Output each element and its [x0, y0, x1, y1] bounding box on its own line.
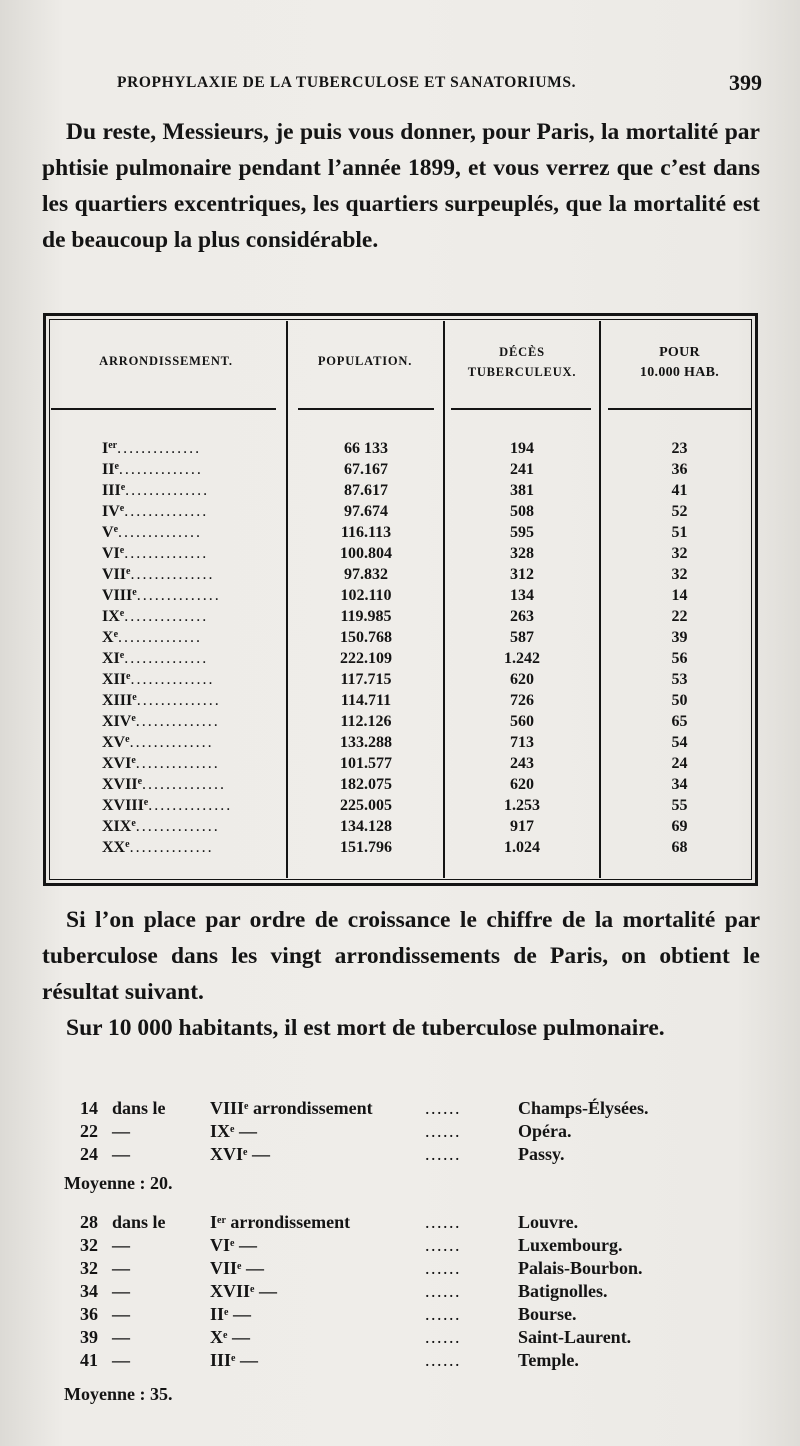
dans-label: — [112, 1121, 130, 1141]
rate-value: 36 [80, 1304, 98, 1324]
arrondissement-number: II [210, 1304, 225, 1324]
arrondissement-cell [102, 608, 277, 625]
page-number: 399 [729, 70, 762, 95]
ordinal-suffix: e [131, 818, 136, 829]
moyenne-low: Moyenne : 20. [64, 1173, 173, 1193]
deces-cell: 241 [510, 461, 534, 478]
quarter-name: Saint-Laurent. [518, 1327, 632, 1347]
rate-value: 32 [80, 1235, 98, 1255]
ordinal-suffix: e [132, 587, 137, 598]
arrondissement-cell [102, 692, 277, 709]
arrondissement-number: II [102, 461, 115, 478]
deces-cell: 1.024 [504, 839, 540, 856]
quarter-name: Batignolles. [518, 1281, 608, 1301]
leader-dots: .............. [124, 608, 209, 625]
running-title: PROPHYLAXIE DE LA TUBERCULOSE ET SANATORIUMS. [117, 74, 577, 91]
ordinal-suffix: e [126, 566, 131, 577]
header-rule [451, 408, 591, 410]
arrondissement-label [210, 1258, 264, 1279]
dans-label: — [112, 1304, 130, 1324]
ordinal-suffix: e [230, 1238, 235, 1249]
leader-dots: .............. [118, 461, 203, 478]
dans-label: — [112, 1258, 130, 1278]
rate-value: 22 [80, 1121, 98, 1141]
leader-dots: .............. [130, 671, 215, 688]
header-rule [608, 408, 751, 410]
rate-cell: 14 [671, 587, 688, 604]
rate-value: 41 [80, 1350, 98, 1370]
arrondissement-word: — [254, 1281, 277, 1301]
arrondissement-cell [102, 839, 277, 856]
arrondissement-number: VII [210, 1258, 238, 1278]
rate-cell: 24 [671, 755, 688, 772]
ordinal-suffix: e [113, 524, 119, 535]
quarter-name: Louvre. [518, 1212, 579, 1232]
arrondissement-label [210, 1304, 251, 1325]
leader-dots: ...... [425, 1212, 461, 1232]
arrondissement-label [210, 1121, 257, 1142]
arrondissement-cell [102, 461, 277, 478]
population-cell: 182.075 [340, 776, 392, 793]
leader-dots: ...... [425, 1258, 461, 1278]
rate-value: 34 [80, 1281, 98, 1301]
population-cell: 100.804 [340, 545, 392, 562]
arrondissement-cell [102, 440, 277, 457]
arrondissement-label [210, 1350, 258, 1371]
rate-cell: 23 [671, 440, 688, 457]
leader-dots: .............. [118, 629, 203, 646]
rate-cell: 41 [671, 482, 688, 499]
rate-cell: 54 [671, 734, 688, 751]
deces-cell: 620 [510, 671, 534, 688]
rate-value: 39 [80, 1327, 98, 1347]
ordinal-suffix: e [119, 545, 125, 556]
leader-dots: .............. [142, 776, 227, 793]
rate-value: 24 [80, 1144, 98, 1164]
leader-dots: .............. [117, 440, 202, 457]
header-arrondissement: ARRONDISSEMENT. [99, 354, 233, 368]
ordinal-suffix: e [237, 1261, 242, 1272]
ordinal-suffix: e [120, 482, 126, 493]
population-cell: 151.796 [340, 839, 392, 856]
header-deces-2: TUBERCULEUX. [467, 365, 577, 379]
arrondissement-number: III [210, 1350, 232, 1370]
ordinal-suffix: e [244, 1101, 249, 1112]
arrondissement-number: V [102, 524, 114, 541]
leader-dots: .............. [129, 839, 214, 856]
arrondissement-word: — [247, 1144, 270, 1164]
arrondissement-number: VII [102, 566, 127, 583]
leader-dots: .............. [148, 797, 233, 814]
ordinal-suffix: e [119, 608, 125, 619]
leader-dots: ...... [425, 1235, 461, 1255]
rate-cell: 32 [671, 566, 688, 583]
table-divider [443, 321, 445, 878]
quarter-name: Passy. [518, 1144, 565, 1164]
arrondissement-label [210, 1144, 270, 1165]
arrondissement-cell [102, 587, 277, 604]
population-cell: 117.715 [340, 671, 392, 688]
arrondissement-number: XV [102, 734, 126, 751]
ordinal-suffix: er [217, 1215, 226, 1226]
ordinal-suffix: e [119, 503, 125, 514]
rate-cell: 22 [671, 608, 688, 625]
rate-cell: 65 [671, 713, 688, 730]
leader-dots: .............. [125, 482, 210, 499]
leader-dots: .............. [124, 650, 209, 667]
arrondissement-label [210, 1281, 277, 1302]
arrondissement-word: — [234, 1235, 257, 1255]
deces-cell: 328 [510, 545, 534, 562]
population-cell: 133.288 [340, 734, 392, 751]
leader-dots: .............. [124, 545, 209, 562]
header-pour-2: 10.000 HAB. [639, 365, 720, 380]
arrondissement-cell [102, 482, 277, 499]
rate-cell: 32 [671, 545, 688, 562]
arrondissement-word: — [234, 1121, 257, 1141]
ordinal-suffix: e [250, 1284, 255, 1295]
header-deces-1: DÉCÈS [499, 345, 545, 359]
header-rule [298, 408, 434, 410]
arrondissement-cell [102, 755, 277, 772]
dans-label: dans le [112, 1098, 166, 1118]
table-divider [286, 321, 288, 878]
dans-label: — [112, 1327, 130, 1347]
arrondissement-word: — [228, 1304, 251, 1324]
arrondissement-number: IX [210, 1121, 231, 1141]
running-head [117, 70, 762, 95]
deces-cell: 134 [510, 587, 534, 604]
arrondissement-label [210, 1212, 350, 1233]
population-cell: 112.126 [340, 713, 392, 730]
population-cell: 114.711 [340, 692, 392, 709]
ordinal-suffix: e [114, 461, 119, 472]
paragraph-rate: Sur 10 000 habitants, il est mort de tuberculose pulmonaire. [66, 1015, 665, 1041]
rate-cell: 68 [671, 839, 688, 856]
leader-dots: .............. [135, 713, 220, 730]
arrondissement-number: XVI [210, 1144, 244, 1164]
population-cell: 225.005 [340, 797, 392, 814]
ordinal-suffix: e [231, 1353, 236, 1364]
arrondissement-word: — [227, 1327, 250, 1347]
arrondissement-number: I [102, 440, 109, 457]
deces-cell: 917 [510, 818, 534, 835]
ordinal-suffix: e [119, 650, 125, 661]
rate-value: 14 [80, 1098, 98, 1118]
leader-dots: .............. [130, 566, 215, 583]
arrondissement-number: XX [102, 839, 126, 856]
dans-label: — [112, 1281, 130, 1301]
arrondissement-label [210, 1235, 257, 1256]
population-cell: 66 133 [344, 440, 388, 457]
arrondissement-number: VI [210, 1235, 231, 1255]
leader-dots: ...... [425, 1144, 461, 1164]
arrondissement-cell [102, 671, 277, 688]
leader-dots: .............. [136, 692, 221, 709]
rate-cell: 52 [671, 503, 688, 520]
deces-cell: 560 [510, 713, 534, 730]
dans-label: — [112, 1144, 130, 1164]
deces-cell: 508 [510, 503, 534, 520]
deces-cell: 1.253 [504, 797, 540, 814]
paragraph-ordering: Si l’on place par ordre de croissance le chiffre de la mortalité par tuberculose dans les vingt arrondissements de Paris, on obtient le résultat suivant. [42, 907, 760, 1005]
arrondissement-number: VI [102, 545, 120, 562]
ordinal-suffix: e [223, 1330, 228, 1341]
arrondissement-cell [102, 734, 277, 751]
leader-dots: .............. [118, 524, 203, 541]
arrondissement-cell [102, 629, 277, 646]
arrondissement-cell [102, 566, 277, 583]
dans-label: — [112, 1350, 130, 1370]
arrondissement-label [210, 1327, 250, 1348]
ordinal-suffix: e [230, 1124, 235, 1135]
arrondissement-number: I [210, 1212, 218, 1232]
arrondissement-cell [102, 797, 277, 814]
population-cell: 67.167 [344, 461, 388, 478]
rate-cell: 53 [671, 671, 688, 688]
leader-dots: .............. [136, 587, 221, 604]
leader-dots: ...... [425, 1304, 461, 1324]
population-cell: 101.577 [340, 755, 392, 772]
arrondissement-number: VIII [210, 1098, 245, 1118]
leader-dots: ...... [425, 1121, 461, 1141]
leader-dots: ...... [425, 1350, 461, 1370]
ordinal-suffix: e [131, 713, 136, 724]
quarter-name: Opéra. [518, 1121, 572, 1141]
population-cell: 102.110 [340, 587, 392, 604]
arrondissement-number: XIX [102, 818, 132, 835]
dans-label: — [112, 1235, 130, 1255]
rate-cell: 36 [671, 461, 688, 478]
arrondissement-cell [102, 650, 277, 667]
arrondissement-number: IX [102, 608, 120, 625]
deces-cell: 194 [510, 440, 534, 457]
leader-dots: .............. [135, 755, 220, 772]
arrondissement-number: IV [102, 503, 120, 520]
leader-dots: .............. [135, 818, 220, 835]
deces-cell: 381 [510, 482, 534, 499]
rate-cell: 56 [671, 650, 688, 667]
rate-cell: 34 [671, 776, 688, 793]
arrondissement-word: arrondissement [248, 1098, 373, 1118]
ordinal-suffix: e [243, 1147, 248, 1158]
arrondissement-cell [102, 776, 277, 793]
deces-cell: 263 [510, 608, 534, 625]
rate-cell: 39 [671, 629, 688, 646]
quarter-name: Temple. [518, 1350, 579, 1370]
arrondissement-number: III [102, 482, 121, 499]
deces-cell: 595 [510, 524, 534, 541]
deces-cell: 312 [510, 566, 534, 583]
ordinal-suffix: e [143, 797, 149, 808]
population-cell: 222.109 [340, 650, 392, 667]
header-rule [51, 408, 276, 410]
arrondissement-number: XVI [102, 755, 132, 772]
quarter-name: Palais-Bourbon. [518, 1258, 643, 1278]
arrondissement-cell [102, 818, 277, 835]
arrondissement-number: X [210, 1327, 223, 1347]
arrondissement-cell [102, 503, 277, 520]
rate-value: 32 [80, 1258, 98, 1278]
leader-dots: ...... [425, 1098, 461, 1118]
arrondissement-cell [102, 524, 277, 541]
arrondissement-number: X [102, 629, 114, 646]
deces-cell: 587 [510, 629, 534, 646]
leader-dots: ...... [425, 1281, 461, 1301]
quarter-name: Champs-Élysées. [518, 1098, 649, 1118]
ordinal-suffix: er [108, 440, 118, 451]
population-cell: 150.768 [340, 629, 392, 646]
ordinal-suffix: e [125, 839, 130, 850]
population-cell: 87.617 [344, 482, 388, 499]
rate-cell: 69 [671, 818, 688, 835]
rate-cell: 55 [671, 797, 688, 814]
quarter-name: Bourse. [518, 1304, 577, 1324]
header-pour-1: POUR [659, 345, 700, 360]
arrondissement-number: XI [102, 650, 120, 667]
population-cell: 119.985 [340, 608, 392, 625]
deces-cell: 243 [510, 755, 534, 772]
arrondissement-cell [102, 545, 277, 562]
deces-cell: 726 [510, 692, 534, 709]
arrondissement-label [210, 1098, 373, 1119]
arrondissement-number: XVIII [102, 797, 144, 814]
population-cell: 97.832 [344, 566, 388, 583]
mortality-table [43, 313, 758, 886]
arrondissement-word: arrondissement [225, 1212, 351, 1232]
ordinal-suffix: e [224, 1307, 229, 1318]
arrondissement-number: XIV [102, 713, 132, 730]
deces-cell: 1.242 [504, 650, 540, 667]
population-cell: 116.113 [340, 524, 392, 541]
population-cell: 97.674 [344, 503, 388, 520]
arrondissement-number: XIII [102, 692, 133, 709]
population-cell: 134.128 [340, 818, 392, 835]
leader-dots: .............. [124, 503, 209, 520]
leader-dots: ...... [425, 1327, 461, 1347]
rate-value: 28 [80, 1212, 98, 1232]
rate-cell: 51 [671, 524, 688, 541]
quarter-name: Luxembourg. [518, 1235, 623, 1255]
dans-label: dans le [112, 1212, 166, 1232]
deces-cell: 713 [510, 734, 534, 751]
ordinal-suffix: e [113, 629, 119, 640]
ordinal-suffix: e [137, 776, 143, 787]
arrondissement-number: VIII [102, 587, 133, 604]
ordinal-suffix: e [125, 734, 130, 745]
deces-cell: 620 [510, 776, 534, 793]
arrondissement-number: XII [102, 671, 127, 688]
arrondissement-word: — [241, 1258, 264, 1278]
arrondissement-number: XVII [102, 776, 138, 793]
table-divider [599, 321, 601, 878]
arrondissement-cell [102, 713, 277, 730]
arrondissement-number: XVII [210, 1281, 251, 1301]
rate-cell: 50 [671, 692, 688, 709]
ordinal-suffix: e [126, 671, 131, 682]
header-population: POPULATION. [317, 354, 413, 368]
leader-dots: .............. [129, 734, 214, 751]
ordinal-suffix: e [131, 755, 136, 766]
moyenne-high: Moyenne : 35. [64, 1384, 173, 1404]
paragraph-intro: Du reste, Messieurs, je puis vous donner, pour Paris, la mortalité par phtisie pulmonaire pendant l’année 1899, et vous verrez que c’est dans les quartiers excentriques, les quartiers surpeuplés, que la mortalité est de beaucoup la plus considérable. [42, 119, 760, 253]
arrondissement-word: — [235, 1350, 258, 1370]
ordinal-suffix: e [132, 692, 137, 703]
